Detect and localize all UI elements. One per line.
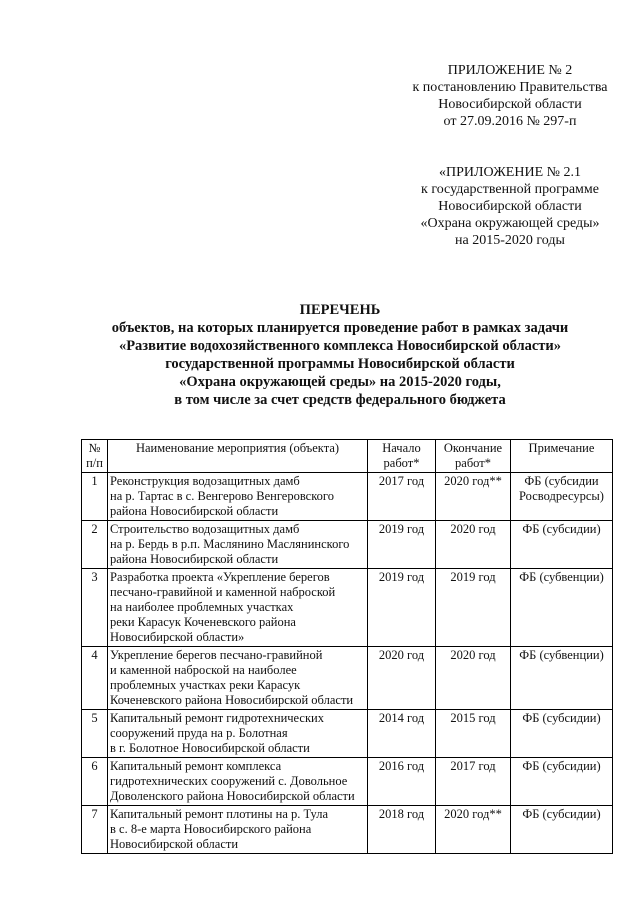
row-start: 2020 год bbox=[368, 647, 436, 710]
row-note-line: ФБ (субсидии bbox=[524, 474, 599, 488]
row-start: 2017 год bbox=[368, 473, 436, 521]
row-object-name-line: Капитальный ремонт гидротехнических bbox=[110, 711, 324, 725]
row-note-line: ФБ (субсидии) bbox=[522, 759, 601, 773]
row-object-name-line: Капитальный ремонт комплекса bbox=[110, 759, 282, 773]
row-note bbox=[511, 521, 613, 569]
row-start: 2014 год bbox=[368, 710, 436, 758]
row-object-name bbox=[108, 521, 368, 569]
row-note bbox=[511, 647, 613, 710]
row-object-name-line: Разработка проекта «Укрепление берегов bbox=[110, 570, 330, 584]
row-end: 2019 год bbox=[436, 569, 511, 647]
header-end-line: Окончание bbox=[443, 441, 503, 455]
header-num-line: № bbox=[88, 441, 101, 455]
header-num bbox=[82, 440, 108, 473]
table-row bbox=[82, 758, 613, 806]
row-note-line: ФБ (субсидии) bbox=[522, 711, 601, 725]
row-object-name-line: песчано-гравийной и каменной наброской bbox=[110, 585, 336, 599]
title-line: объектов, на которых планируется проведение работ в рамках задачи bbox=[111, 320, 569, 336]
title-line: в том числе за счет средств федерального бюджета bbox=[174, 392, 506, 408]
annex-2-header bbox=[380, 62, 640, 130]
table-row bbox=[82, 710, 613, 758]
row-object-name-line: и каменной наброской на наиболее bbox=[110, 663, 297, 677]
annex-2-1-line: к государственной программе bbox=[421, 182, 599, 197]
row-object-name-line: на р. Тартас в с. Венгерово Венгеровского bbox=[110, 489, 334, 503]
title-line: «Охрана окружающей среды» на 2015-2020 годы, bbox=[179, 374, 501, 390]
annex-2-1-line: «ПРИЛОЖЕНИЕ № 2.1 bbox=[439, 165, 581, 180]
row-object-name-line: Доволенского района Новосибирской области bbox=[110, 789, 355, 803]
title-line: ПЕРЕЧЕНЬ bbox=[299, 302, 381, 318]
row-object-name bbox=[108, 473, 368, 521]
row-note-line: ФБ (субсидии) bbox=[522, 522, 601, 536]
row-object-name-line: на наиболее проблемных участках bbox=[110, 600, 294, 614]
row-number: 1 bbox=[82, 473, 108, 521]
row-note bbox=[511, 758, 613, 806]
annex-2-1-line: на 2015-2020 годы bbox=[455, 233, 565, 248]
row-object-name-line: района Новосибирской области bbox=[110, 504, 279, 518]
row-object-name-line: Новосибирской области» bbox=[110, 630, 245, 644]
row-start: 2018 год bbox=[368, 806, 436, 854]
annex-2-line: к постановлению Правительства bbox=[412, 80, 608, 95]
objects-table bbox=[81, 439, 613, 854]
row-object-name-line: в с. 8-е марта Новосибирского района bbox=[110, 822, 312, 836]
row-note bbox=[511, 473, 613, 521]
header-end-line: работ* bbox=[455, 456, 491, 470]
row-object-name bbox=[108, 758, 368, 806]
row-note-line: Росводресурсы) bbox=[519, 489, 604, 503]
row-end: 2020 год** bbox=[436, 806, 511, 854]
row-end: 2017 год bbox=[436, 758, 511, 806]
row-object-name-line: Коченевского района Новосибирской области bbox=[110, 693, 354, 707]
table-row bbox=[82, 521, 613, 569]
row-object-name-line: Укрепление берегов песчано-гравийной bbox=[110, 648, 323, 662]
row-end: 2020 год bbox=[436, 647, 511, 710]
row-note bbox=[511, 569, 613, 647]
annex-2-1-line: «Охрана окружающей среды» bbox=[420, 216, 600, 231]
header-num-line: п/п bbox=[86, 456, 103, 470]
title-line: «Развитие водохозяйственного комплекса Новосибирской области» bbox=[118, 338, 562, 354]
row-object-name-line: реки Карасук Коченевского района bbox=[110, 615, 296, 629]
header-start bbox=[368, 440, 436, 473]
annex-2-line: от 27.09.2016 № 297-п bbox=[443, 114, 577, 129]
row-end: 2020 год bbox=[436, 521, 511, 569]
row-object-name-line: Реконструкция водозащитных дамб bbox=[110, 474, 300, 488]
table-row bbox=[82, 806, 613, 854]
header-end bbox=[436, 440, 511, 473]
row-note-line: ФБ (субвенции) bbox=[519, 648, 604, 662]
table-row bbox=[82, 569, 613, 647]
row-object-name-line: на р. Бердь в р.п. Маслянино Маслянинского bbox=[110, 537, 350, 551]
header-name: Наименование мероприятия (объекта) bbox=[108, 440, 368, 473]
title-line: государственной программы Новосибирской области bbox=[165, 356, 515, 372]
row-start: 2019 год bbox=[368, 569, 436, 647]
table-body bbox=[82, 473, 613, 854]
row-object-name-line: Новосибирской области bbox=[110, 837, 239, 851]
row-object-name-line: проблемных участках реки Карасук bbox=[110, 678, 301, 692]
header-start-line: Начало bbox=[382, 441, 421, 455]
row-note bbox=[511, 710, 613, 758]
row-number: 3 bbox=[82, 569, 108, 647]
annex-2-line: ПРИЛОЖЕНИЕ № 2 bbox=[447, 63, 573, 78]
row-object-name bbox=[108, 647, 368, 710]
row-note bbox=[511, 806, 613, 854]
row-note-line: ФБ (субсидии) bbox=[522, 807, 601, 821]
annex-2-1-line: Новосибирской области bbox=[438, 199, 582, 214]
row-number: 2 bbox=[82, 521, 108, 569]
row-object-name-line: Капитальный ремонт плотины на р. Тула bbox=[110, 807, 329, 821]
row-number: 5 bbox=[82, 710, 108, 758]
row-object-name bbox=[108, 569, 368, 647]
row-start: 2019 год bbox=[368, 521, 436, 569]
row-object-name-line: в г. Болотное Новосибирской области bbox=[110, 741, 310, 755]
header-note: Примечание bbox=[511, 440, 613, 473]
row-object-name-line: района Новосибирской области bbox=[110, 552, 279, 566]
row-number: 7 bbox=[82, 806, 108, 854]
header-start-line: работ* bbox=[383, 456, 420, 470]
row-number: 4 bbox=[82, 647, 108, 710]
table-row bbox=[82, 647, 613, 710]
table-row bbox=[82, 473, 613, 521]
row-number: 6 bbox=[82, 758, 108, 806]
row-object-name bbox=[108, 806, 368, 854]
annex-2-1-header bbox=[380, 164, 640, 249]
row-object-name-line: Строительство водозащитных дамб bbox=[110, 522, 300, 536]
annex-2-line: Новосибирской области bbox=[438, 97, 582, 112]
row-object-name bbox=[108, 710, 368, 758]
row-note-line: ФБ (субвенции) bbox=[519, 570, 604, 584]
row-end: 2020 год** bbox=[436, 473, 511, 521]
document-title bbox=[40, 301, 640, 409]
row-start: 2016 год bbox=[368, 758, 436, 806]
table-header-row bbox=[82, 440, 613, 473]
row-end: 2015 год bbox=[436, 710, 511, 758]
row-object-name-line: гидротехнических сооружений с. Довольное bbox=[110, 774, 348, 788]
row-object-name-line: сооружений пруда на р. Болотная bbox=[110, 726, 288, 740]
